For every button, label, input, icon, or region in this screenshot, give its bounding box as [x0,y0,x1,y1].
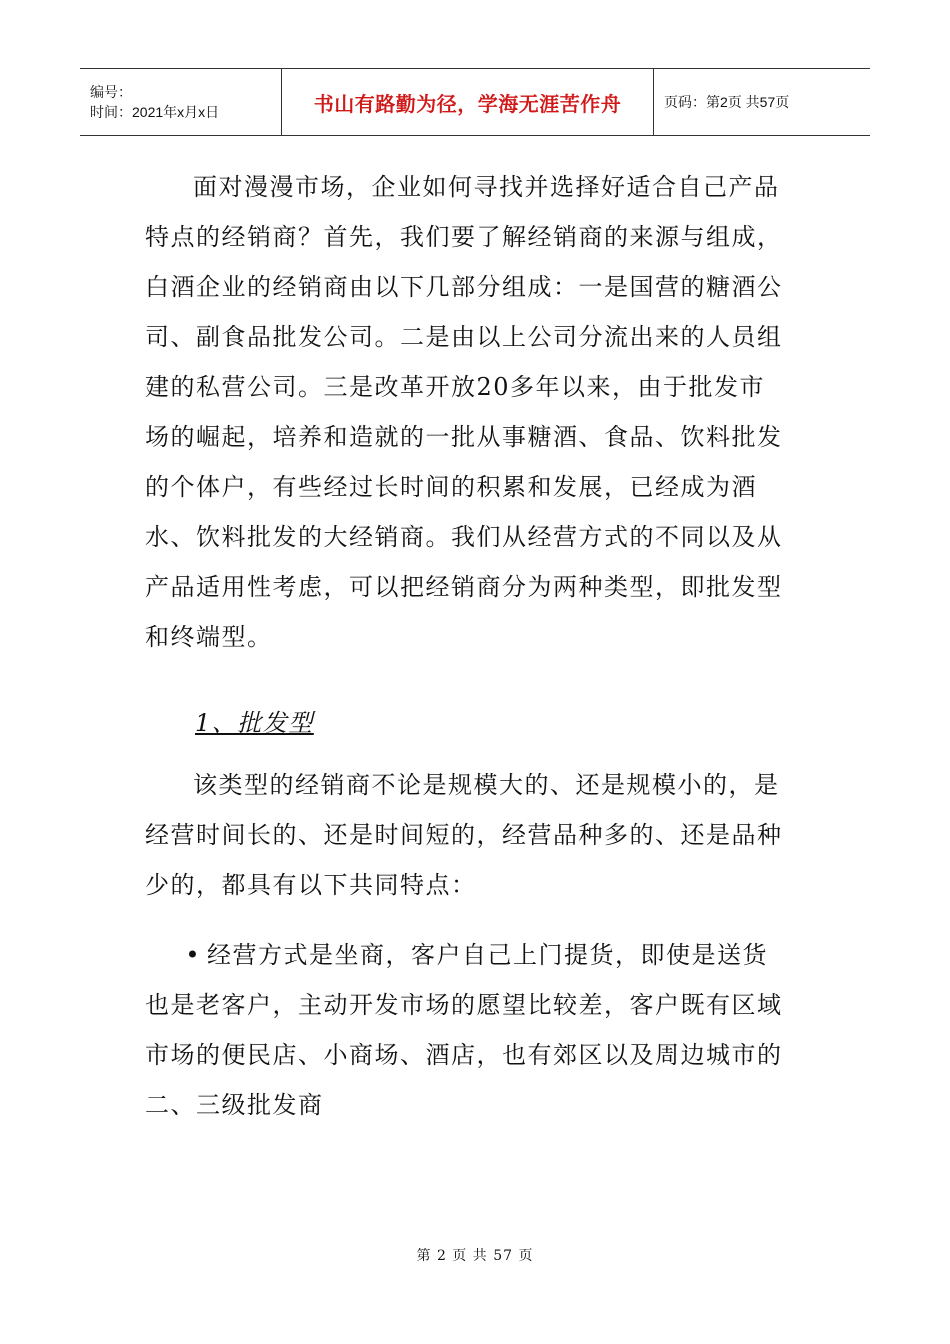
page-footer: 第 2 页 共 57 页 [416,1248,534,1264]
header-meta [80,69,282,135]
header-motto-cell [282,69,654,135]
time-label: 时间：2021年x月x日 [90,104,220,120]
spacer [145,662,785,682]
section-heading: 1、批发型 [195,709,314,737]
bullet-mark: • [185,941,201,969]
bullet-text: 经营方式是坐商，客户自己上门提货，即使是送货也是老客户，主动开发市场的愿望比较差，客户既有区域市场的便民店、小商场、酒店，也有郊区以及周边城市的二、三级批发商 [145,941,783,1119]
spacer [145,910,785,930]
page-info: 页码：第2页 共57页 [664,94,790,110]
intro-paragraph: 面对漫漫市场，企业如何寻找并选择好适合自己产品特点的经销商？首先，我们要了解经销商的来源与组成，白酒企业的经销商由以下几部分组成：一是国营的糖酒公司、副食品批发公司。二是由以上公司分流出来的人员组建的私营公司。三是改革开放20多年以来，由于批发市场的崛起，培养和造就的一批从事糖酒、食品、饮料批发的个体户，有些经过长时间的积累和发展，已经成为酒水、饮料批发的大经销商。我们从经营方式的不同以及从产品适用性考虑，可以把经销商分为两种类型，即批发型和终端型。 [145,173,783,651]
motto: 书山有路勤为径，学海无涯苦作舟 [313,91,622,116]
document-body [145,162,785,1130]
number-label: 编号： [90,84,132,100]
bullet-item [145,930,785,1130]
document-header [80,68,870,136]
section-paragraph: 该类型的经销商不论是规模大的、还是规模小的，是经营时间长的、还是时间短的，经营品种多的、还是品种少的，都具有以下共同特点： [145,771,783,899]
header-page-info [654,69,870,135]
